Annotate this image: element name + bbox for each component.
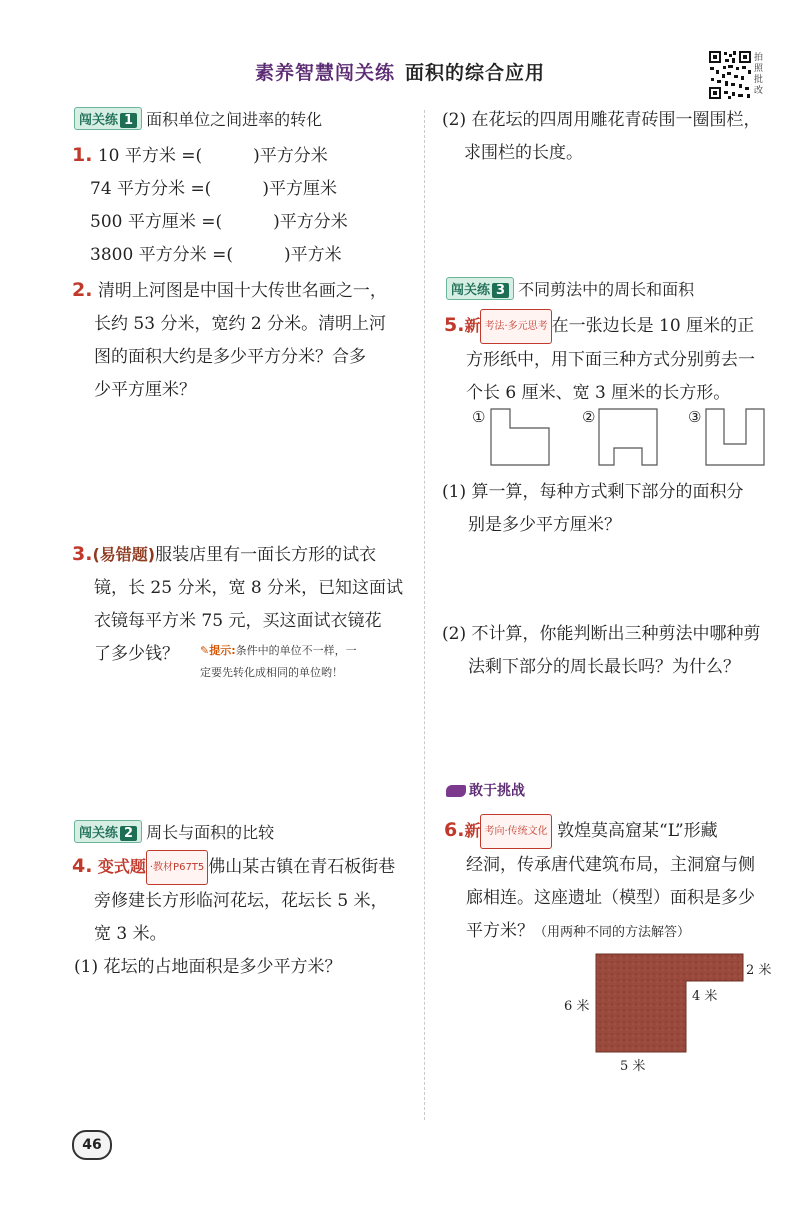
page-number: 46	[72, 1130, 112, 1160]
section-tag: 闯关练 1	[74, 107, 142, 130]
question-3: 3.(易错题)服装店里有一面长方形的试衣 镜，长 25 分米，宽 8 分米，已知这面试 衣镜每平方米 75 元，买这面试衣镜花 了多少钱？	[72, 543, 404, 664]
dim-left: 6 米	[564, 999, 590, 1014]
section-1-heading: 闯关练 1 面积单位之间进率的转化	[74, 107, 322, 130]
question-4-part-2: (2) 在花坛的四周用雕花青砖围一圈围栏， 求围栏的长度。	[442, 110, 761, 163]
section-3-heading: 闯关练 3 不同剪法中的周长和面积	[446, 277, 694, 300]
variant-label: 变式题	[97, 857, 146, 876]
fig-label-3: ③	[688, 408, 702, 426]
q1-line: 500 平方厘米 =( )平方分米	[90, 212, 348, 232]
bulb-icon: ✎	[200, 644, 210, 657]
hint-box: ✎提示:条件中的单位不一样，一 定要先转化成相同的单位哟！	[200, 644, 357, 679]
fig-label-2: ②	[582, 408, 596, 426]
cut-figure-2	[598, 408, 658, 466]
q1-line: 10 平方米 =( )平方分米	[97, 146, 328, 166]
dim-bottom: 5 米	[620, 1059, 646, 1074]
question-5-part-2: (2) 不计算，你能判断出三种剪法中哪种剪 法剩下部分的周长最长吗？为什么？	[442, 624, 761, 677]
header-highlight: 素养智慧闯关练	[254, 62, 395, 84]
error-prone-label: (易错题)	[92, 545, 156, 564]
column-divider	[424, 110, 425, 1120]
section-2-heading: 闯关练 2 周长与面积的比较	[74, 820, 274, 843]
page-title: 面积的综合应用	[405, 62, 546, 84]
challenge-heading: 敢于挑战	[446, 780, 525, 800]
cut-figure-1	[490, 408, 550, 466]
cave-l-shape-figure	[556, 948, 786, 1078]
cut-figure-3	[705, 408, 765, 466]
textbook-ref-tag: ·教材P67T5	[146, 850, 208, 885]
section-tag: 闯关练 2	[74, 820, 142, 843]
q1-line: 74 平方分米 =( )平方厘米	[90, 179, 337, 199]
culture-tag: 考向·传统文化	[480, 814, 551, 849]
qr-label: 拍 照 批 改	[754, 53, 764, 96]
question-2: 2. 清明上河图是中国十大传世名画之一， 长约 53 分米，宽约 2 分米。清明上河 图的面积大约是多少平方分米？合多 少平方厘米？	[72, 279, 387, 400]
challenge-icon	[446, 785, 466, 797]
question-6: 6.新 考向·传统文化 敦煌莫高窟某“L”形藏 经洞，传承唐代建筑布局，主洞窟与侧 廊相连。这座遗址（模型）面积是多少 平方米？（用两种不同的方法解答）	[444, 814, 755, 949]
dim-right: 2 米	[746, 963, 772, 978]
qr-code-icon[interactable]	[708, 50, 752, 100]
question-4: 4. 变式题 ·教材P67T5 佛山某古镇在青石板街巷 旁修建长方形临河花坛，花坛长 5 米， 宽 3 米。 (1) 花坛的占地面积是多少平方米？	[72, 850, 395, 984]
section-tag: 闯关练 3	[446, 277, 514, 300]
question-1: 1. 10 平方米 =( )平方分米 74 平方分米 =( )平方厘米 500 平方厘米 =( )平方分米 3800 平方分米 =( )平方米	[72, 139, 348, 272]
method-tag: 考法·多元思考	[480, 309, 551, 344]
page-header	[0, 58, 800, 85]
dim-inner: 4 米	[692, 989, 718, 1004]
question-5-part-1: (1) 算一算，每种方式剩下部分的面积分 别是多少平方厘米？	[442, 482, 744, 535]
question-5: 5.新 考法·多元思考 在一张边长是 10 厘米的正 方形纸中，用下面三种方式分别剪去一 个长 6 厘米、宽 3 厘米的长方形。	[444, 309, 755, 410]
q1-line: 3800 平方分米 =( )平方米	[90, 245, 342, 265]
fig-label-1: ①	[472, 408, 486, 426]
